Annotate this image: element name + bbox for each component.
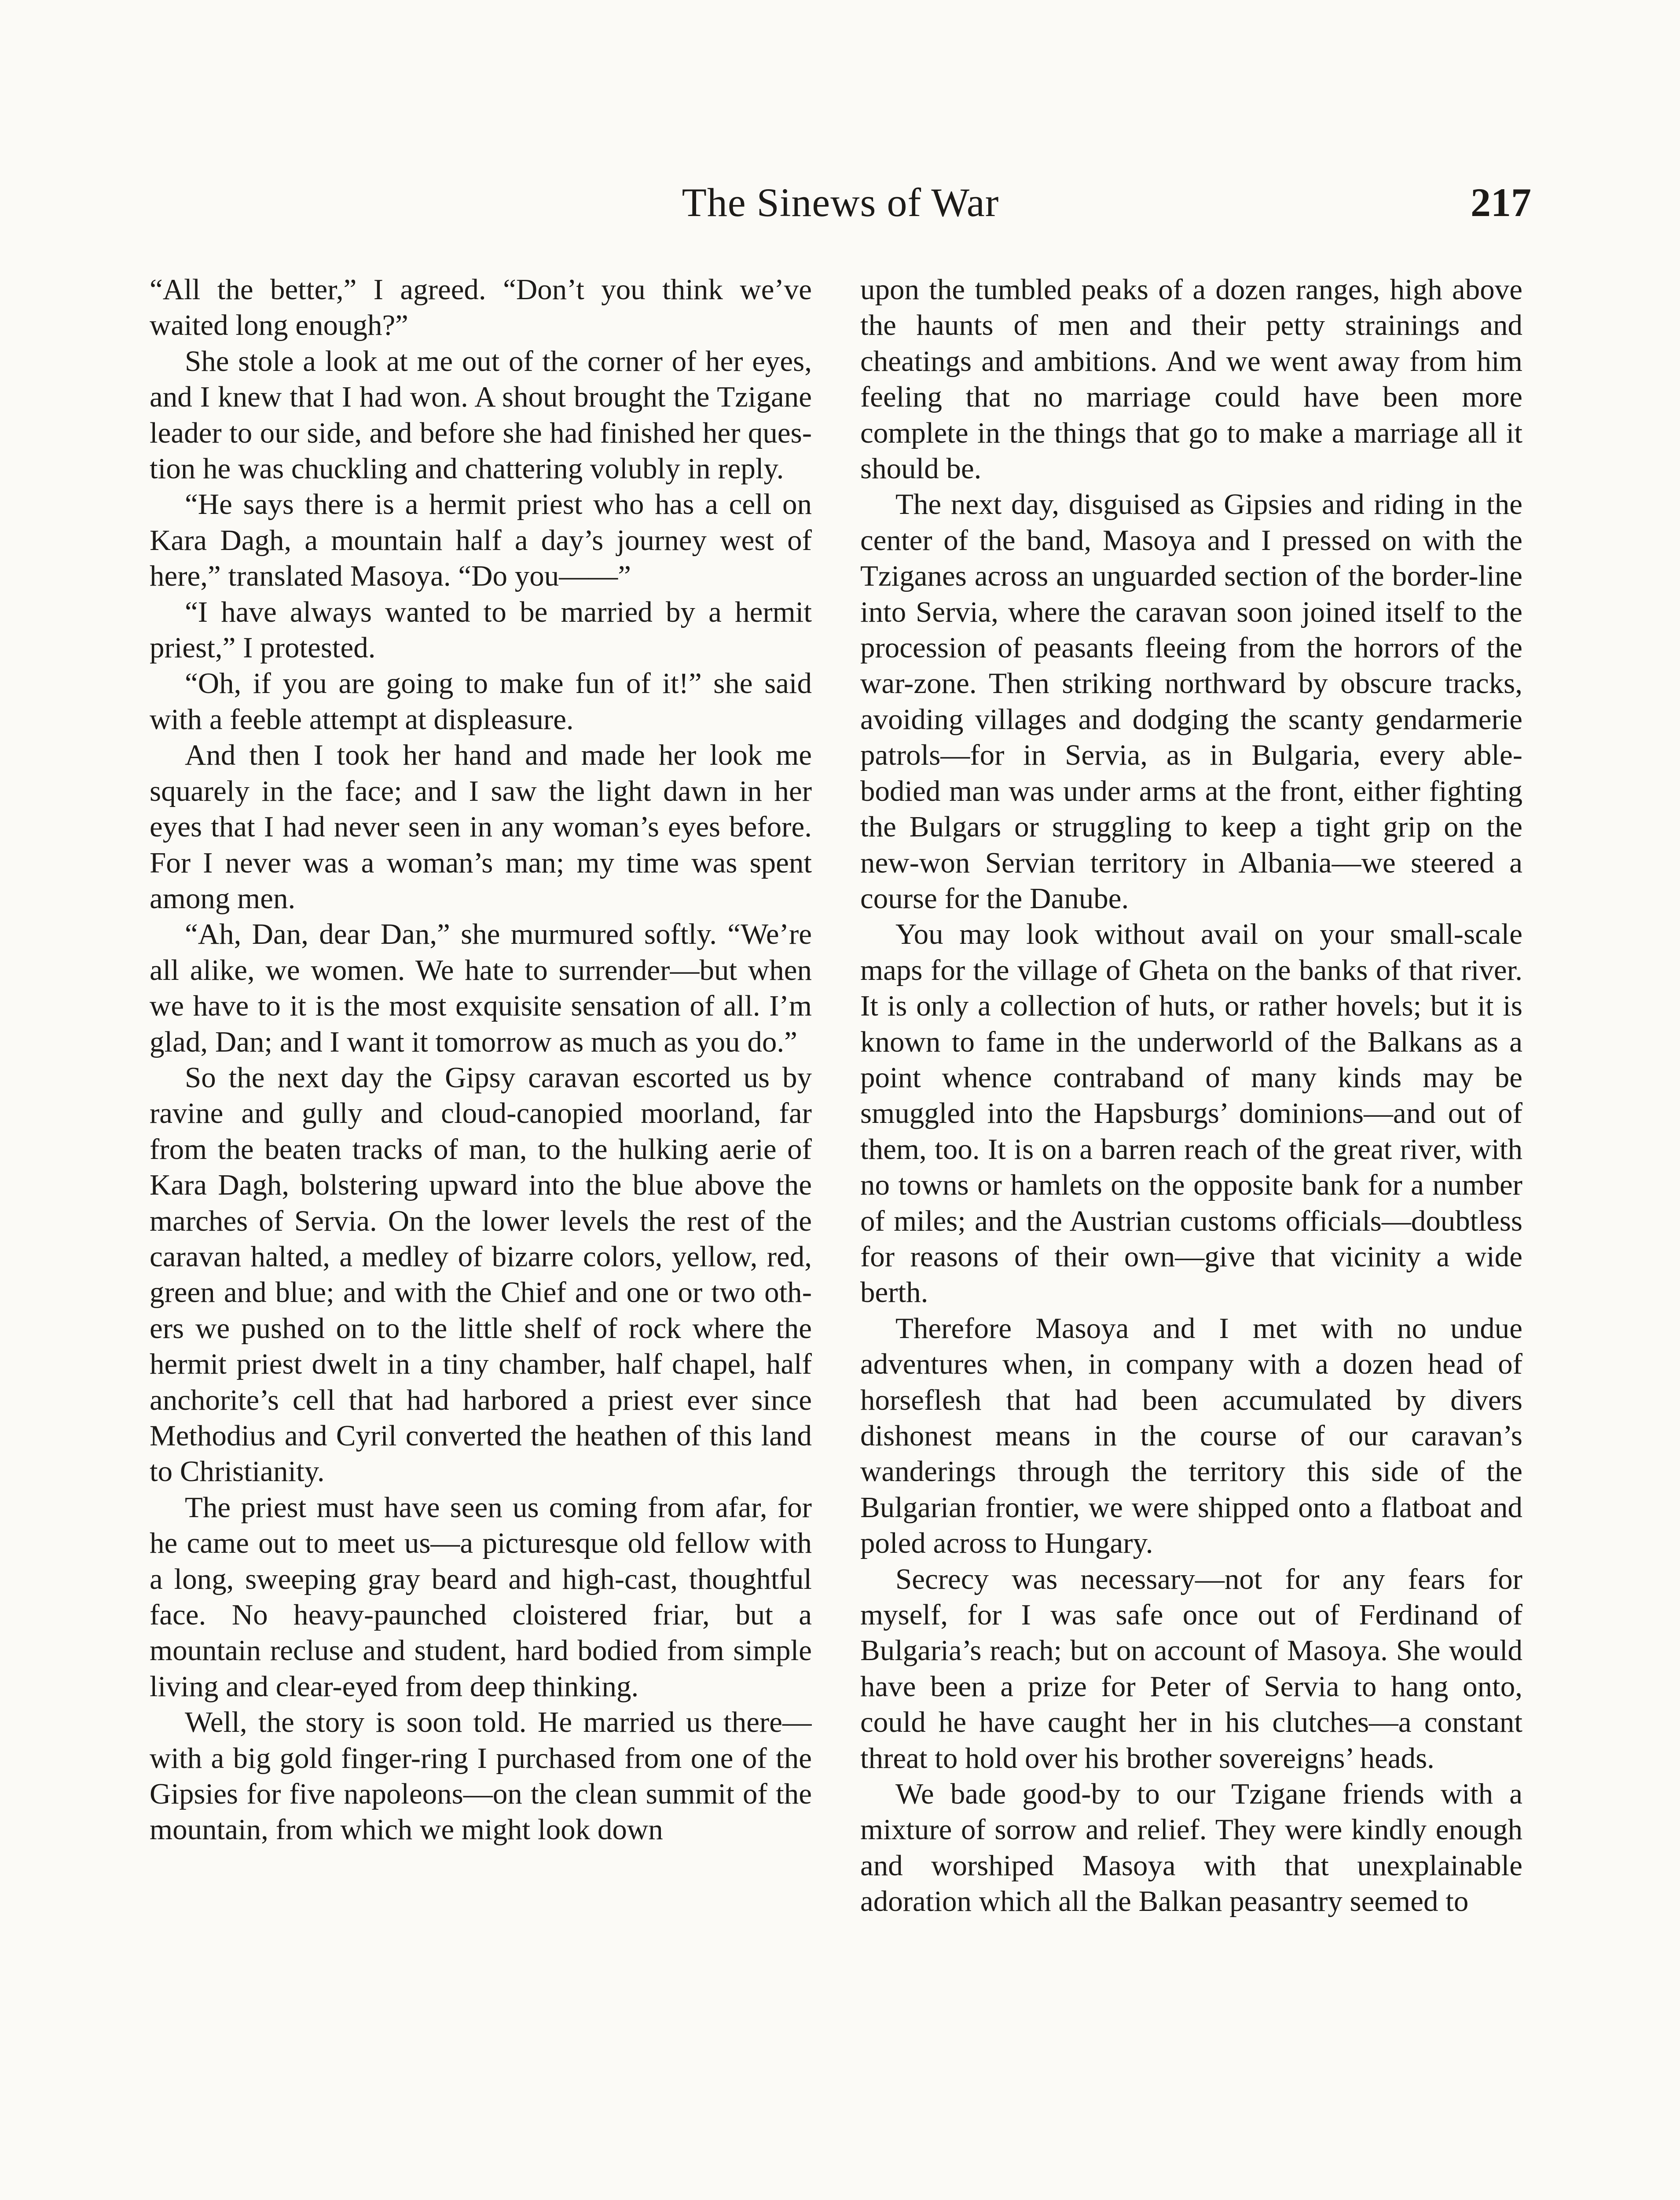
paragraph: The next day, disguised as Gipsies and riding in the center of the band, Masoya and I pressed on with the Tziganes across an unguarded section of the border-line into Servia, where the caravan soon joined itself to the procession of peasants fleeing from the horrors of the war-zone. Then striking northward by obscure tracks, avoiding villages and dodging the scanty gendarmerie patrols—for in Servia, as in Bulgaria, every able-bodied man was under arms at the front, either fighting the Bulgars or struggling to keep a tight grip on the new-won Servian territory in Albania—we steered a course for the Danube. [860,488,1522,915]
paragraph: Well, the story is soon told. He married us there—with a big gold finger-ring I purchased from one of the Gipsies for five napoleons—on the clean summit of the mountain, from which we might look down [150,1706,812,1846]
paragraph: Secrecy was necessary—not for any fears for myself, for I was safe once out of Ferdinand of Bulgaria’s reach; but on account of Masoya. She would have been a prize for Peter of Servia to hang onto, could he have caught her in his clutches—a constant threat to hold over his brother sovereigns’ heads. [860,1562,1522,1775]
paragraph: “He says there is a hermit priest who has a cell on Kara Dagh, a mountain half a day’s journey west of here,” translated Masoya. “Do you——” [150,488,812,593]
paragraph: She stole a look at me out of the corner of her eyes, and I knew that I had won. A shout brought the Tzigane leader to our side, and before she had finished her question he was chuckling and chattering volubly in reply. [150,345,812,485]
paragraph: The priest must have seen us coming from afar, for he came out to meet us—a picturesque old fellow with a long, sweeping gray beard and high-cast, thoughtful face. No heavy-paunched cloistered friar, but a mountain recluse and student, hard bodied from simple living and clear-eyed from deep thinking. [150,1491,812,1703]
page-number: 217 [1471,180,1531,225]
paragraph: And then I took her hand and made her look me squarely in the face; and I saw the light dawn in her eyes that I had never seen in any woman’s eyes before. For I never was a woman’s man; my time was spent among men. [150,739,812,915]
paragraph: Therefore Masoya and I met with no undue adventures when, in company with a dozen head of horseflesh that had been accumulated by divers dishonest means in the course of our caravan’s wanderings through the territory this side of the Bulgarian frontier, we were shipped onto a flatboat and poled across to Hungary. [860,1312,1522,1560]
paragraph: “All the better,” I agreed. “Don’t you think we’ve waited long enough?” [150,273,812,342]
paragraph: So the next day the Gipsy caravan escorted us by ravine and gully and cloud-canopied moorland, far from the beaten tracks of man, to the hulking aerie of Kara Dagh, bolstering upward into the blue above the marches of Servia. On the lower levels the rest of the caravan halted, a medley of bizarre colors, yellow, red, green and blue; and with the Chief and one or two others we pushed on to the little shelf of rock where the hermit priest dwelt in a tiny chamber, half chapel, half anchorite’s cell that had harbored a priest ever since Methodius and Cyril converted the heathen of this land to Christianity. [150,1061,812,1488]
running-title: The Sinews of War [682,180,999,225]
paragraph: “Ah, Dan, dear Dan,” she murmured softly. “We’re all alike, we women. We hate to surrender—but when we have to it is the most exquisite sensation of all. I’m glad, Dan; and I want it tomorrow as much as you do.” [150,918,812,1058]
paragraph: We bade good-by to our Tzigane friends with a mixture of sorrow and relief. They were kindly enough and worshiped Masoya with that unexplainable adoration which all the Balkan peasantry seemed to [860,1778,1522,1918]
running-header [150,176,1531,229]
left-text-column [150,272,812,2200]
paragraph: You may look without avail on your small-scale maps for the village of Gheta on the banks of that river. It is only a collection of huts, or rather hovels; but it is known to fame in the underworld of the Balkans as a point whence contraband of many kinds may be smuggled into the Hapsburgs’ dominions—and out of them, too. It is on a barren reach of the great river, with no towns or hamlets on the opposite bank for a number of miles; and the Austrian customs officials—doubtless for reasons of their own—give that vicinity a wide berth. [860,918,1522,1309]
paragraph: upon the tumbled peaks of a dozen ranges, high above the haunts of men and their petty strainings and cheatings and ambitions. And we went away from him feeling that no marriage could have been more complete in the things that go to make a marriage all it should be. [860,273,1522,485]
paragraph: “Oh, if you are going to make fun of it!” she said with a feeble attempt at displeasure. [150,667,812,736]
paragraph: “I have always wanted to be married by a hermit priest,” I protested. [150,595,812,664]
right-text-column [860,272,1522,2200]
